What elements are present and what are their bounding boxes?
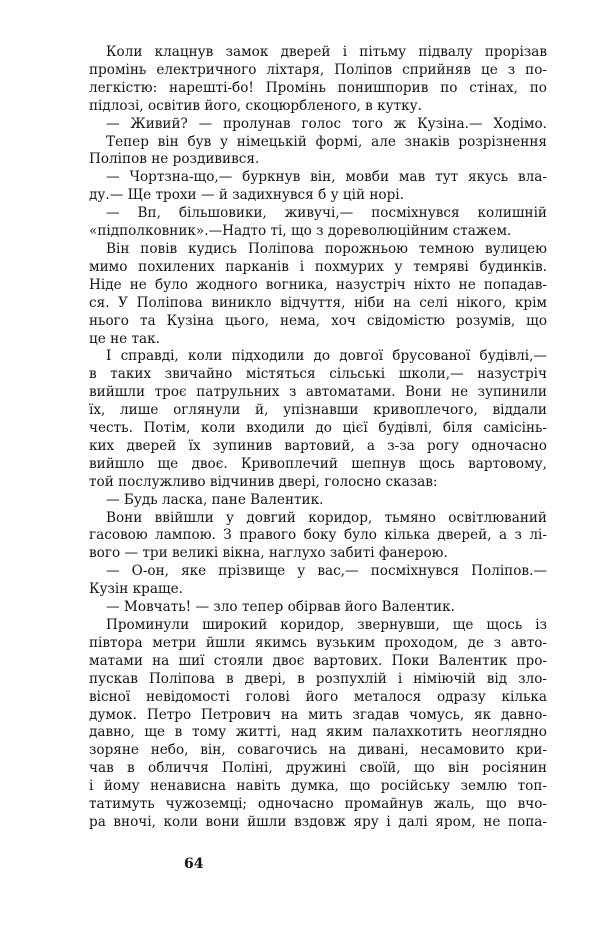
text-line: ду.— Ще трохи — й задихнувся б у цій норі. [89, 187, 404, 204]
text-line: їх, лише оглянули й, упізнавши кривоплечого, віддали [89, 402, 547, 419]
text-line: — О-он, яке прізвище у вас,— посміхнувся Поліпов.— [106, 563, 547, 580]
text-line: мимо похилених парканів і похмурих у темряві будинків. [89, 258, 547, 275]
text-line: ких дверей їх зупинив вартовий, а з-за рогу одночасно [89, 437, 547, 454]
body-text [89, 44, 547, 832]
text-line: нього та Кузіна цього, нема, хоч свідомістю розумів, що [89, 312, 547, 329]
text-line: той послужливо відчинив двері, голосно сказав: [89, 473, 438, 490]
text-line: Кузін краще. [89, 581, 183, 598]
text-line: давно, ще в тому житті, над яким палахкотить неоглядно [89, 724, 547, 741]
text-line: легкістю: нарешті-бо! Промінь понишпорив по стінах, по [89, 79, 547, 96]
text-line: — Живий? — пролунав голос того ж Кузіна.— Ходімо. [106, 115, 547, 132]
text-line: думок. Петро Петрович на мить згадав чомусь, як давно- [89, 706, 547, 723]
text-line: вого — три великі вікна, наглухо забиті фанерою. [89, 545, 448, 562]
text-line: вийшли троє патрульних з автоматами. Вони не зупинили [89, 384, 547, 401]
text-line: промінь електричного ліхтаря, Поліпов сприйняв це з по- [89, 61, 547, 78]
text-line: — Будь ласка, пане Валентик. [106, 491, 324, 508]
text-line: вісної невідомості голові його металося одразу кілька [89, 688, 547, 705]
text-line: Проминули широкий коридор, звернувши, ще щось із [106, 617, 547, 633]
text-line: І справді, коли підходили до довгої брусованої будівлі,— [106, 348, 547, 365]
text-line: Ніде не було жодного вогника, назустріч ніхто не попадав- [89, 276, 547, 293]
text-line: гасовою лампою. З правого боку було кілька дверей, а з лі- [89, 527, 547, 544]
text-line: честь. Потім, коли входили до цієї будівлі, біля самісінь- [89, 420, 547, 437]
text-line: Тепер він був у німецькій формі, але знаків розрізнення [106, 133, 547, 150]
text-line: півтора метри йшли якимсь вузьким проходом, де з авто- [89, 634, 547, 651]
text-line: чав в обличчя Поліні, дружині своїй, що він росіянин [89, 760, 547, 777]
text-line: «підполковник».—Надто ті, що з дореволюційним стажем. [89, 223, 512, 240]
text-line: це не так. [89, 330, 160, 347]
text-line: — Мовчать! — зло тепер обірвав його Валентик. [106, 599, 455, 616]
text-line: Коли клацнув замок дверей і пітьму підвалу прорізав [106, 44, 547, 60]
text-line: Він повів кудись Поліпова порожньою темною вулицею [106, 240, 547, 257]
text-line: і йому ненависна навіть думка, що російську землю топ- [89, 778, 547, 795]
page-number: 64 [184, 856, 204, 872]
text-line: татимуть чужоземці; одночасно промайнув жаль, що вчо- [89, 796, 547, 813]
text-line: — Вп, більшовики, живучі,— посміхнувся колишній [106, 205, 547, 222]
text-line: Вони ввійшли у довгий коридор, тьмяно освітлюваний [106, 509, 547, 526]
text-line: ра вночі, коли вони йшли вздовж яру і далі яром, не попа- [89, 813, 547, 830]
text-line: підлозі, освітив його, скоцюрбленого, в кутку. [89, 97, 422, 114]
text-line: ся. У Поліпова виникло відчуття, ніби на селі нікого, крім [89, 294, 547, 311]
text-line: матами на шиї стояли двоє вартових. Поки Валентик про- [89, 652, 547, 669]
text-line: — Чортзна-що,— буркнув він, мовби мав тут якусь вла- [106, 169, 547, 186]
text-line: вийшло ще двоє. Кривоплечий шепнув щось вартовому, [89, 455, 547, 472]
text-line: зоряне небо, він, совагочись на дивані, несамовито кри- [89, 742, 547, 759]
text-line: пускав Поліпова в двері, в розпухлій і німіючій від зло- [89, 670, 547, 687]
text-line: в таких звичайно містяться сільські школи,— назустріч [89, 366, 547, 383]
text-line: Поліпов не роздивився. [89, 151, 260, 168]
